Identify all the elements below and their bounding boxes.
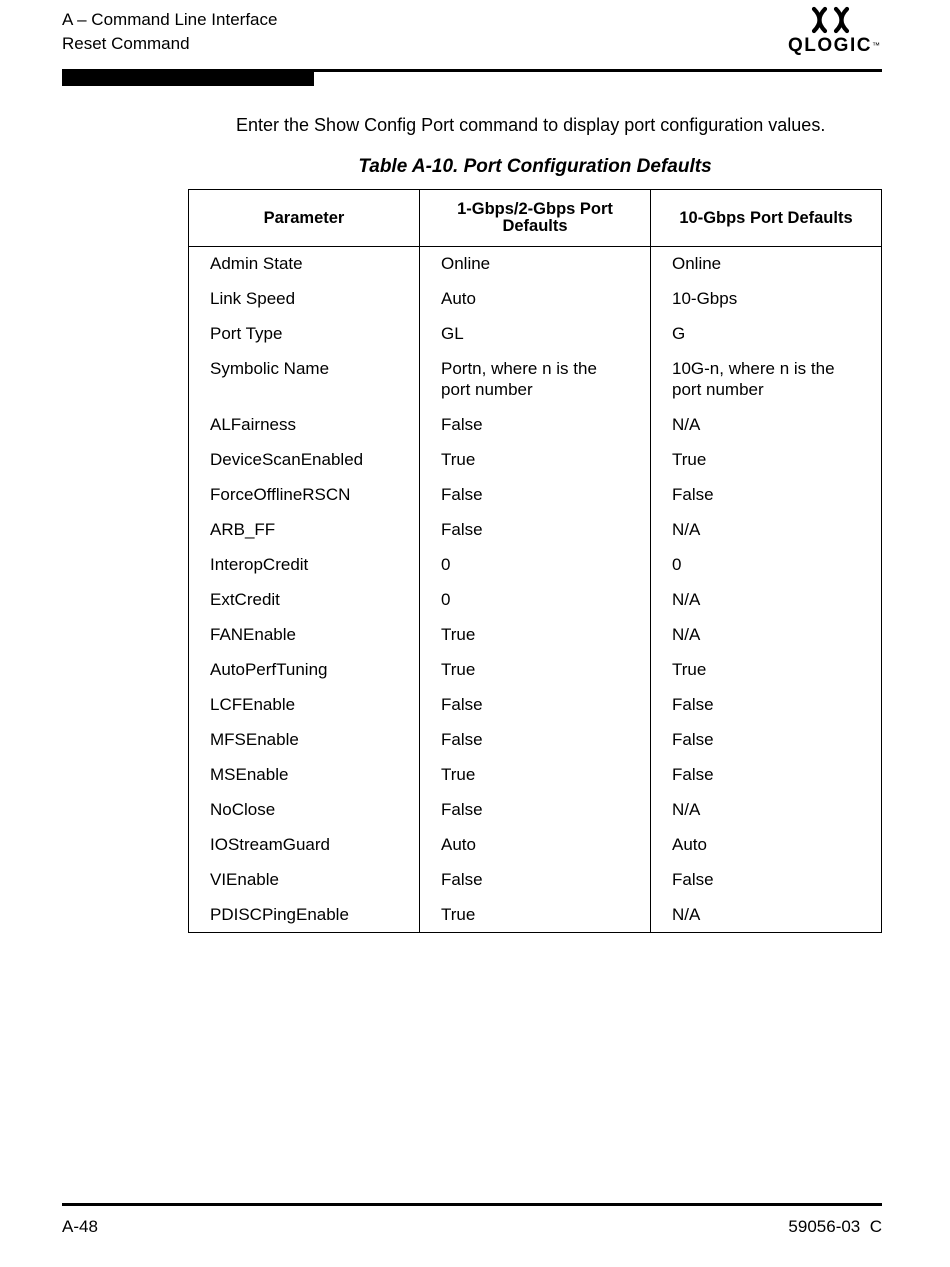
- table-cell: 0: [420, 583, 651, 618]
- table-cell: Port Type: [210, 324, 283, 343]
- table-caption: Table A-10. Port Configuration Defaults: [358, 156, 712, 177]
- table-cell: False: [651, 758, 882, 793]
- table-row: [189, 548, 882, 583]
- table-cell: False: [420, 723, 651, 758]
- table-cell: GL: [420, 317, 651, 352]
- trademark-symbol: ™: [871, 41, 880, 50]
- table-row: [189, 583, 882, 618]
- table-cell: N/A: [651, 793, 882, 828]
- qlogic-mark-icon: [810, 6, 854, 34]
- table-cell: True: [651, 443, 882, 478]
- table-row: [189, 723, 882, 758]
- table-cell: False: [420, 408, 651, 443]
- intro-paragraph: Enter the Show Config Port command to display port configuration values.: [236, 115, 826, 135]
- table-cell: VIEnable: [210, 870, 279, 889]
- table-cell: Online: [651, 247, 882, 283]
- table-row: [189, 793, 882, 828]
- column-header: 10-Gbps Port Defaults: [651, 190, 882, 247]
- table-cell: ARB_FF: [210, 520, 276, 539]
- table-cell: True: [420, 618, 651, 653]
- table-cell: False: [651, 863, 882, 898]
- table-row: [189, 653, 882, 688]
- table-row: [189, 408, 882, 443]
- table-cell: Online: [420, 247, 651, 283]
- table-cell: False: [420, 513, 651, 548]
- table-cell: 0: [420, 548, 651, 583]
- table-cell: 10-Gbps: [651, 282, 882, 317]
- table-row: [189, 898, 882, 933]
- table-row: [189, 688, 882, 723]
- table-row: [189, 758, 882, 793]
- table-cell: True: [420, 758, 651, 793]
- document-id: 59056-03 C: [788, 1217, 882, 1236]
- table-cell: N/A: [651, 898, 882, 933]
- table-cell: 0: [651, 548, 882, 583]
- table-row: [189, 443, 882, 478]
- table-row: [189, 247, 882, 283]
- page-number: A-48: [62, 1217, 98, 1236]
- table-cell: ALFairness: [210, 415, 296, 434]
- table-body: [189, 247, 882, 933]
- table-cell: False: [651, 688, 882, 723]
- table-cell: Admin State: [210, 254, 303, 273]
- table-cell: InteropCredit: [210, 555, 309, 574]
- table-cell: True: [420, 898, 651, 933]
- table-cell: Link Speed: [210, 289, 296, 308]
- table-cell: False: [651, 723, 882, 758]
- table-cell: DeviceScanEnabled: [210, 450, 364, 469]
- column-header: 1-Gbps/2-Gbps Port Defaults: [420, 190, 651, 247]
- table-cell: MSEnable: [210, 765, 289, 784]
- table-cell: True: [420, 653, 651, 688]
- table-cell: N/A: [651, 583, 882, 618]
- table-cell: NoClose: [210, 800, 276, 819]
- table-cell: FANEnable: [210, 625, 296, 644]
- table-cell: MFSEnable: [210, 730, 299, 749]
- table-cell: AutoPerfTuning: [210, 660, 328, 679]
- table-cell: ForceOfflineRSCN: [210, 485, 351, 504]
- table-cell: False: [651, 478, 882, 513]
- logo-wordmark: QLOGIC™: [788, 35, 880, 56]
- table-cell: Symbolic Name: [210, 359, 330, 378]
- running-header-chapter: A – Command Line Interface: [62, 10, 278, 29]
- table-cell: False: [420, 793, 651, 828]
- header-tab-bar: [62, 71, 314, 86]
- table-row: [189, 828, 882, 863]
- qlogic-logo: [786, 6, 882, 60]
- table-cell: Auto: [651, 828, 882, 863]
- table-row: [189, 352, 882, 408]
- table-cell: False: [420, 478, 651, 513]
- table-cell: G: [651, 317, 882, 352]
- table-cell: ExtCredit: [210, 590, 280, 609]
- port-configuration-table: [188, 189, 882, 933]
- table-row: [189, 863, 882, 898]
- table-cell: False: [420, 863, 651, 898]
- table-cell: 10G-n, where n is the port number: [651, 352, 882, 408]
- table-cell: N/A: [651, 408, 882, 443]
- table-cell: LCFEnable: [210, 695, 296, 714]
- table-cell: PDISCPingEnable: [210, 905, 349, 924]
- table-cell: True: [420, 443, 651, 478]
- running-header-section: Reset Command: [62, 34, 190, 53]
- table-cell: N/A: [651, 618, 882, 653]
- table-cell: False: [420, 688, 651, 723]
- table-cell: True: [651, 653, 882, 688]
- column-header: Parameter: [189, 190, 420, 247]
- footer-rule: [62, 1203, 882, 1206]
- table-cell: Auto: [420, 828, 651, 863]
- table-cell: IOStreamGuard: [210, 835, 330, 854]
- table-row: [189, 478, 882, 513]
- table-row: [189, 317, 882, 352]
- table-cell: N/A: [651, 513, 882, 548]
- table-row: [189, 618, 882, 653]
- table-row: [189, 282, 882, 317]
- table-cell: Portn, where n is the port number: [420, 352, 651, 408]
- table-row: [189, 513, 882, 548]
- table-cell: Auto: [420, 282, 651, 317]
- table-header-row: [189, 190, 882, 247]
